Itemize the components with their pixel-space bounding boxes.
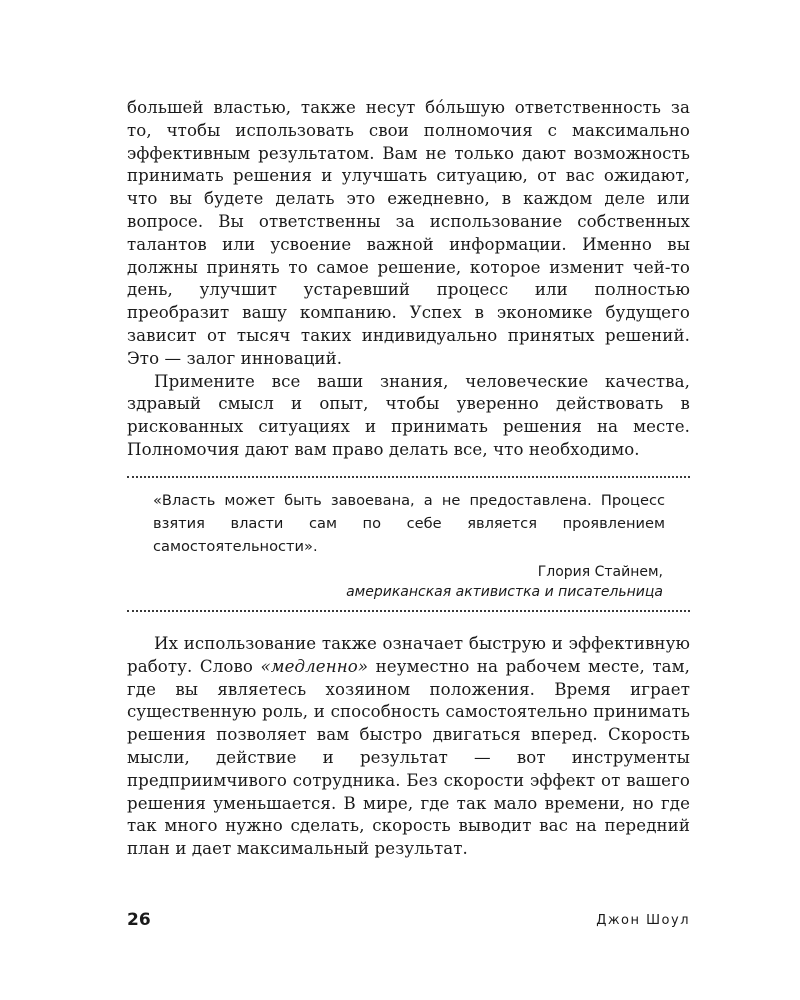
quote-author: Глория Стайнем, [537, 564, 663, 580]
paragraph-3 [127, 633, 690, 861]
body-text-top [127, 97, 690, 462]
emphasized-word: «медленно» [260, 656, 369, 676]
body-text-bottom [127, 633, 690, 861]
paragraph-1: большей властью, также несут бóльшую ответственность за то, чтобы использовать свои полномочия с максимально эффективным результатом. Вам не только дают возможность принимать решения и улучшать ситуацию, от вас ожидают, что вы будете делать это ежедневно, в каждом деле или вопросе. Вы ответственны за использование собственных талантов или усвоение важной информации. Именно вы должны принять то самое решение, которое изменит чей-то день, улучшит устаревший процесс или полностью преобразит вашу компанию. Успех в экономике будущего зависит от тысяч таких индивидуально принятых решений. Это — залог инноваций. [127, 98, 690, 368]
quote-divider-top [127, 476, 690, 478]
page-number: 26 [127, 910, 151, 930]
paragraph-2: Примените все ваши знания, человеческие качества, здравый смысл и опыт, чтобы уверенно действовать в рискованных ситуациях и принимать решения на месте. Полномочия дают вам право делать все, что необходимо. [127, 371, 690, 459]
quote-divider-bottom [127, 610, 690, 612]
paragraph-3-text-start: Их использование также означает быструю и эффективную работу. Слово [127, 634, 690, 676]
paragraph-3-text-end: неуместно на рабочем месте, там, где вы являетесь хозяином положения. Время играет существенную роль, и способность самостоятельно принимать решения позволяет вам быстро двигаться вперед. Скорость мысли, действие и результат — вот инструменты предприимчивого сотрудника. Без скорости эффект от вашего решения уменьшается. В мире, где так мало времени, но где так много нужно сделать, скорость выводит вас на передний план и дает максимальный результат. [127, 656, 691, 859]
epigraph-quote: «Власть может быть завоевана, а не предоставлена. Процесс взятия власти сам по себе является проявлением самостоятельности». [153, 492, 665, 555]
quote-author-role: американская активистка и писательница [346, 584, 663, 600]
running-head-author: Джон Шоул [596, 913, 690, 928]
